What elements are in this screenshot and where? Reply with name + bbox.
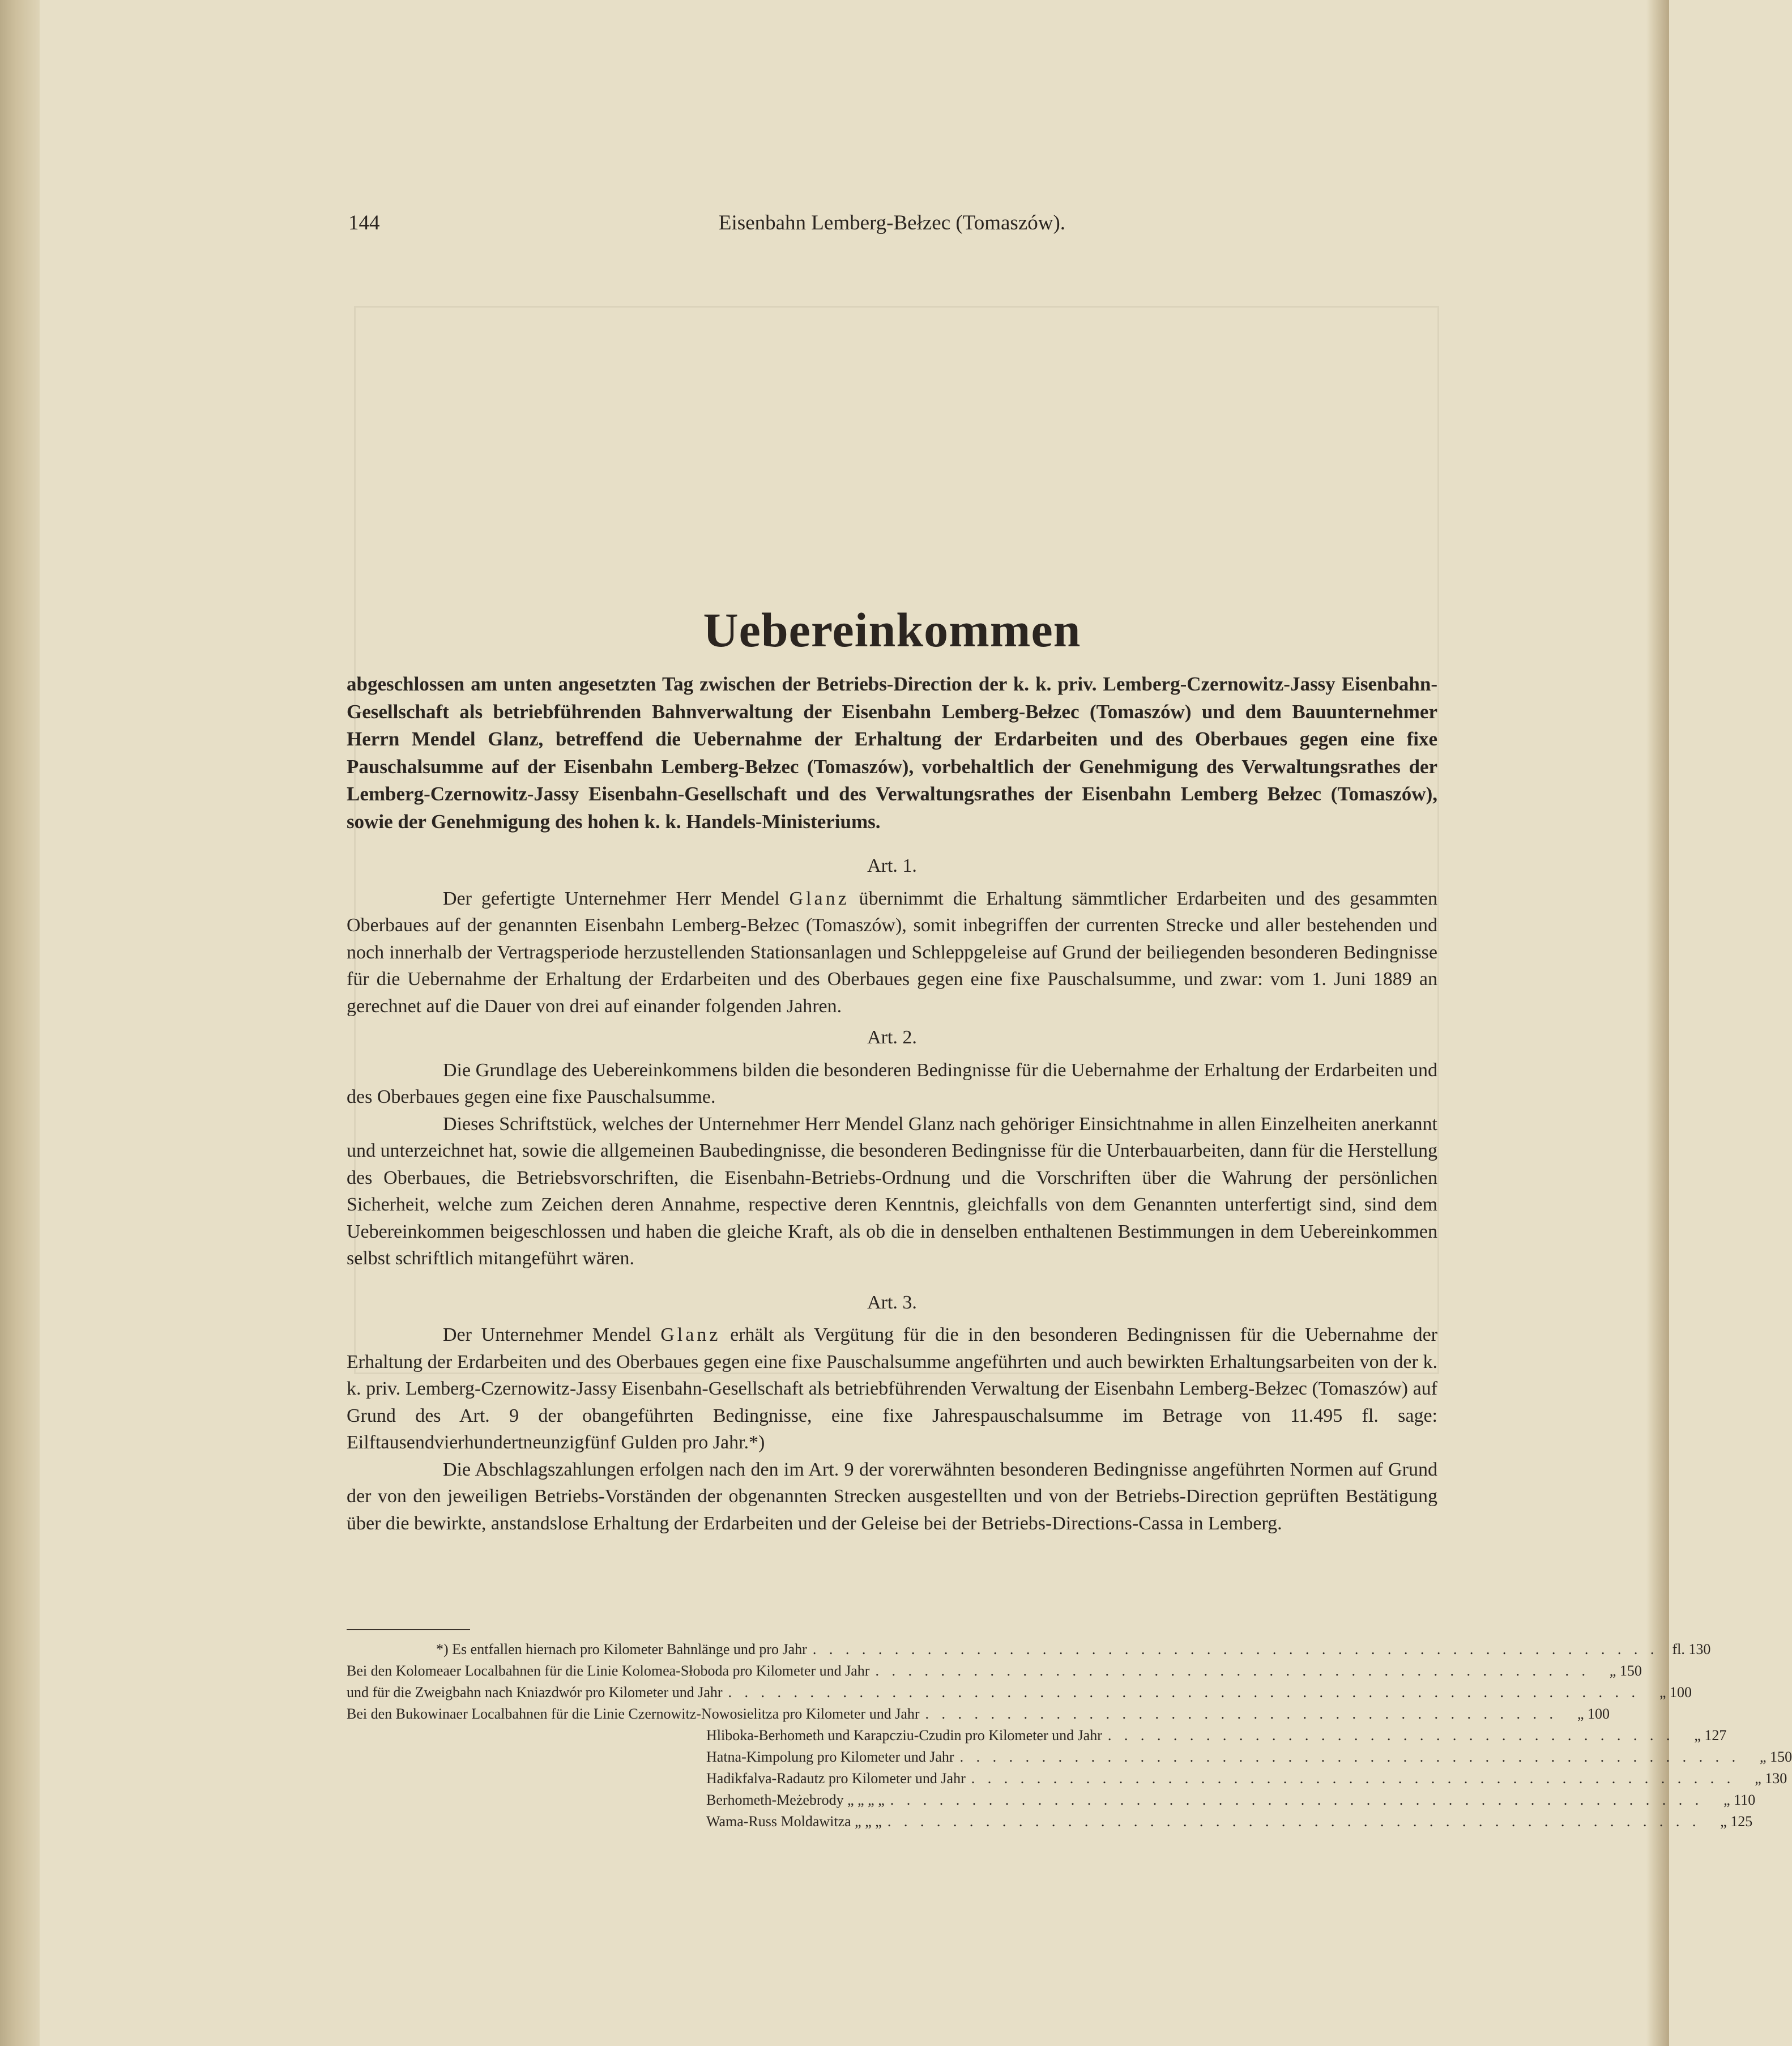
footnote-value: „ 127 bbox=[1694, 1727, 1727, 1744]
footnote-label: Bei den Bukowinaer Localbahnen für die Linie Czernowitz-Nowosielitza pro Kilometer und Jahr bbox=[347, 1706, 920, 1722]
article-1-text-start: Der gefertigte Unternehmer Herr Mendel bbox=[443, 888, 790, 909]
dot-leader: . . . . . . . . . . . . . . . . . . . . . . . . . . . . . . . . . . . . . . . bbox=[925, 1706, 1558, 1722]
footnote-row bbox=[347, 1682, 1692, 1703]
footnote-label: und für die Zweigbahn nach Kniazdwór pro Kilometer und Jahr bbox=[347, 1684, 723, 1700]
footnote-value: „ 125 bbox=[1720, 1813, 1753, 1830]
footnote-value: „ 130 bbox=[1755, 1770, 1787, 1787]
article-2-heading: Art. 2. bbox=[867, 1027, 917, 1048]
footnote-label: *) Es entfallen hiernach pro Kilometer Bahnlänge und pro Jahr bbox=[436, 1641, 807, 1657]
footnote-label: Bei den Kolomeaer Localbahnen für die Linie Kolomea-Słoboda pro Kilometer und Jahr bbox=[347, 1663, 870, 1679]
footnote-value: „ 110 bbox=[1723, 1792, 1756, 1808]
footnote-row bbox=[347, 1789, 1756, 1811]
dot-leader: . . . . . . . . . . . . . . . . . . . . . . . . . . . . . . . . . . . . . . . . . . . . . . . . . . bbox=[890, 1792, 1704, 1808]
dot-leader: . . . . . . . . . . . . . . . . . . . . . . . . . . . . . . . . . . . bbox=[1107, 1727, 1675, 1744]
footnote-value: „ 100 bbox=[1659, 1684, 1692, 1700]
dot-leader: . . . . . . . . . . . . . . . . . . . . . . . . . . . . . . . . . . . . . . . . . . . . . . . . . . . . . . . . bbox=[728, 1684, 1640, 1700]
article-3-heading: Art. 3. bbox=[867, 1291, 917, 1313]
article-1-text-end: übernimmt die Erhaltung sämmtlicher Erdarbeiten und des gesammten Oberbaues auf der genannten Eisenbahn Lemberg-Bełzec (Tomaszów), somit inbegriffen der currenten Strecke und aller bestehenden und noch innerhalb der Vertragsperiode herzustellenden Stationsanlagen und Schleppgeleise auf Grund der beiliegenden besonderen Bedingnisse für die Uebernahme der Erhaltung der Erdarbeiten und des Oberbaues gegen eine fixe Pauschalsumme, und zwar: vom 1. Juni 1889 an gerechnet auf die Dauer von drei auf einander folgenden Jahren. bbox=[347, 888, 1437, 1017]
article-3-paragraph-2: Die Abschlagszahlungen erfolgen nach den im Art. 9 der vorerwähnten besonderen Bedingnisse angeführten Normen auf Grund der von den jeweiligen Betriebs-Vorständen der obgenannten Strecken ausgestellten und von der Betriebs-Direction geprüften Bestätigung über die bewirkte, anstandslose Erhaltung der Erdarbeiten und der Geleise bei der Betriebs-Directions-Cassa in Lemberg. bbox=[347, 1459, 1437, 1534]
footnote-label: Hadikfalva-Radautz pro Kilometer und Jahr bbox=[706, 1770, 966, 1787]
footnote-label: Wama-Russ Moldawitza „ „ „ bbox=[706, 1813, 882, 1830]
footnote-label: Berhometh-Meżebrody „ „ „ „ bbox=[706, 1792, 885, 1808]
footnotes bbox=[347, 1639, 1792, 1832]
intro-paragraph: abgeschlossen am unten angesetzten Tag zwischen der Betriebs-Direction der k. k. priv. Lemberg-Czernowitz-Jassy Eisenbahn-Gesellschaft als betriebführenden Bahnverwaltung der Eisenbahn Lemberg-Bełzec (Tomaszów) und dem Bauunternehmer Herrn Mendel Glanz, betreffend die Uebernahme der Erhaltung der Erdarbeiten und des Oberbaues gegen eine fixe Pauschalsumme auf der Eisenbahn Lemberg-Bełzec (Tomaszów), vorbehaltlich der Genehmigung des Verwaltungsrathes der Lemberg-Czernowitz-Jassy Eisenbahn-Gesellschaft und des Verwaltungsrathes der Eisenbahn Lemberg Bełzec (Tomaszów), sowie der Genehmigung des hohen k. k. Handels-Ministeriums. bbox=[347, 673, 1437, 833]
contractor-name: Glanz bbox=[660, 1324, 721, 1345]
article-2-paragraph-1: Die Grundlage des Uebereinkommens bilden die besonderen Bedingnisse für die Uebernahme der Erhaltung der Erdarbeiten und des Oberbaues gegen eine fixe Pauschalsumme. bbox=[347, 1059, 1437, 1107]
page-gutter-shade bbox=[0, 0, 40, 2046]
footnote-separator bbox=[347, 1629, 470, 1630]
footnote-value: „ 150 bbox=[1609, 1663, 1642, 1679]
dot-leader: . . . . . . . . . . . . . . . . . . . . . . . . . . . . . . . . . . . . . . . . . . . . . . . bbox=[971, 1770, 1735, 1787]
footnote-value: „ 150 bbox=[1760, 1749, 1792, 1765]
dot-leader: . . . . . . . . . . . . . . . . . . . . . . . . . . . . . . . . . . . . . . . . . . . . . . . . bbox=[959, 1749, 1740, 1765]
footnote-value: „ 100 bbox=[1577, 1706, 1610, 1722]
running-title: Eisenbahn Lemberg-Bełzec (Tomaszów). bbox=[718, 211, 1066, 235]
footnote-label: Hatna-Kimpolung pro Kilometer und Jahr bbox=[706, 1749, 954, 1765]
dot-leader: . . . . . . . . . . . . . . . . . . . . . . . . . . . . . . . . . . . . . . . . . . . . . . . . . . bbox=[887, 1813, 1701, 1830]
footnote-row bbox=[347, 1746, 1792, 1768]
footnote-row bbox=[347, 1811, 1753, 1832]
footnote-row bbox=[347, 1725, 1727, 1746]
footnote-row bbox=[347, 1660, 1642, 1682]
footnote-value: fl. 130 bbox=[1672, 1641, 1711, 1657]
running-header bbox=[348, 211, 1436, 239]
footnote-row bbox=[347, 1703, 1610, 1725]
article-3-text-start: Der Unternehmer Mendel bbox=[443, 1324, 661, 1345]
contractor-name: Glanz bbox=[789, 888, 850, 909]
document-body bbox=[347, 671, 1437, 1537]
article-1-paragraph bbox=[347, 885, 1437, 1020]
article-3-text-end: erhält als Vergütung für die in den besonderen Bedingnissen für die Uebernahme der Erhaltung der Erdarbeiten und des Oberbaues gegen eine fixe Pauschalsumme angeführten und auch bewirkten Erhaltungsarbeiten von der k. k. priv. Lemberg-Czernowitz-Jassy Eisenbahn-Gesellschaft als betriebführenden Verwaltung der Eisenbahn Lemberg-Bełzec (Tomaszów) auf Grund des Art. 9 der obangeführten Bedingnisse, eine fixe Jahrespauschalsumme im Betrage von 11.495 fl. sage: Eilftausendvierhundertneunzigfünf Gulden pro Jahr.*) bbox=[347, 1324, 1437, 1453]
article-2-paragraph-2: Dieses Schriftstück, welches der Unternehmer Herr Mendel Glanz nach gehöriger Einsichtnahme in allen Einzelheiten anerkannt und unterzeichnet hat, sowie die allgemeinen Baubedingnisse, die besonderen Bedingnisse für die Unterbauarbeiten, dann für die Herstellung des Oberbaues, die Betriebsvorschriften, die Eisenbahn-Betriebs-Ordnung und die Vorschriften über die Wahrung der persönlichen Sicherheit, welche zum Zeichen deren Annahme, respective deren Kenntnis, gleichfalls von dem Genannten unterfertigt sind, sind dem Uebereinkommen beigeschlossen und haben die gleiche Kraft, als ob die in denselben enthaltenen Bestimmungen in dem Uebereinkommen selbst schriftlich mitangeführt wären. bbox=[347, 1113, 1437, 1269]
footnote-label: Hliboka-Berhometh und Karapcziu-Czudin pro Kilometer und Jahr bbox=[706, 1727, 1102, 1744]
dot-leader: . . . . . . . . . . . . . . . . . . . . . . . . . . . . . . . . . . . . . . . . . . . . . . . . . . . . bbox=[812, 1641, 1659, 1657]
article-3-paragraph-1 bbox=[347, 1322, 1437, 1456]
page-number: 144 bbox=[348, 211, 380, 235]
dot-leader: . . . . . . . . . . . . . . . . . . . . . . . . . . . . . . . . . . . . . . . . . . . . bbox=[875, 1663, 1590, 1679]
document-title: Uebereinkommen bbox=[703, 603, 1081, 657]
footnote-row bbox=[347, 1639, 1711, 1660]
article-1-heading: Art. 1. bbox=[867, 855, 917, 876]
footnote-row bbox=[347, 1768, 1787, 1789]
